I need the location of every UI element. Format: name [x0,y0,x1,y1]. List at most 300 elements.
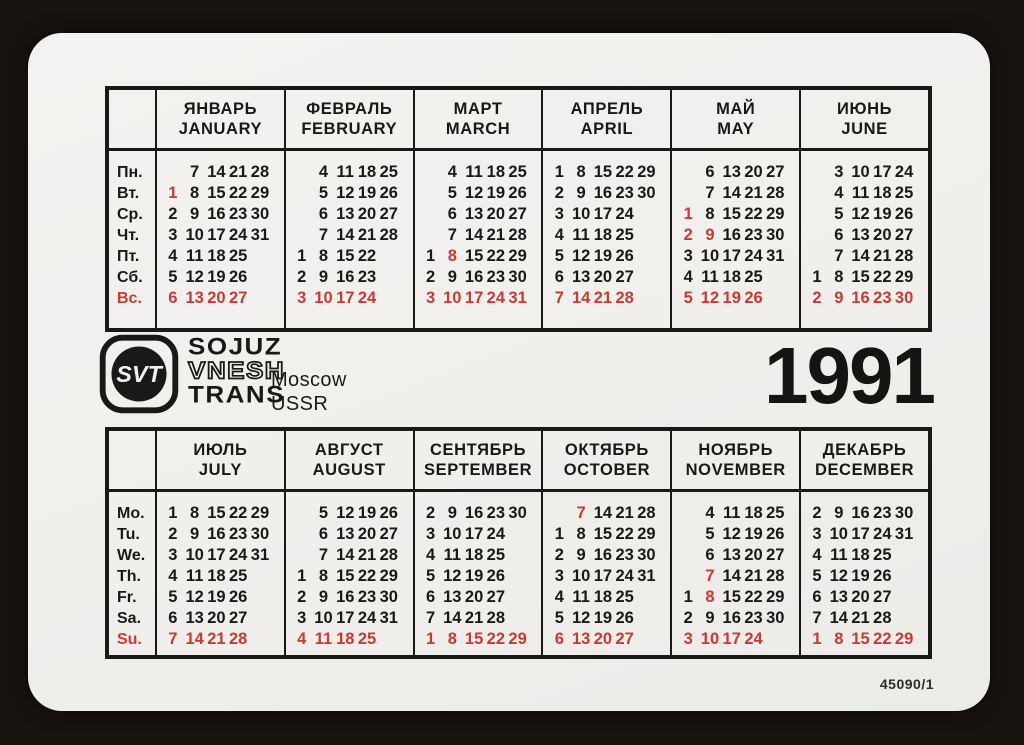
date-cell: 3 [683,247,693,265]
date-cell: 16 [722,609,741,627]
date-cell: 29 [379,567,398,585]
date-cell: 31 [894,525,914,543]
date-cell: 4 [683,268,693,286]
date-cell [806,246,828,267]
location-block [271,368,347,416]
date-cell: 30 [637,184,656,202]
date-cell: 11 [723,504,741,522]
month-dates [543,492,670,655]
date-cell: 13 [722,546,741,564]
date-cell: 23 [486,504,506,522]
date-cell [420,225,442,246]
date-cell: 15 [722,588,741,606]
date-cell: 17 [722,630,741,648]
month-column-july [155,431,284,655]
date-cell: 24 [615,205,634,223]
date-cell: 28 [766,184,785,202]
week-row [286,566,413,587]
week-row [286,587,413,608]
date-cell: 6 [168,609,178,627]
date-cell [636,288,658,309]
corner-header-cell [109,90,155,151]
date-cell [507,545,529,566]
week-row [415,524,542,545]
date-cell: 22 [357,567,377,585]
date-cell [249,587,271,608]
date-cell: 18 [207,567,226,585]
date-cell: 7 [168,630,178,648]
date-cell: 21 [357,226,377,244]
date-cell: 15 [464,630,484,648]
date-cell: 9 [705,226,715,244]
date-cell: 17 [464,289,484,307]
date-cell: 24 [357,289,377,307]
date-cell: 16 [464,268,484,286]
date-cell [507,566,529,587]
month-column-december [799,431,928,655]
date-cell: 28 [379,546,398,564]
company-line-2: VNESH [188,356,286,384]
week-row [801,566,928,587]
week-row [415,566,542,587]
date-cell: 28 [873,609,892,627]
week-row [415,225,542,246]
date-cell [291,183,313,204]
date-cell: 14 [722,567,741,585]
date-cell: 2 [297,268,307,286]
week-row [672,162,799,183]
week-row [157,629,284,650]
date-cell: 7 [705,567,715,585]
day-label: Пт. [117,248,140,265]
date-cell: 3 [425,289,436,307]
month-name-en: APRIL [580,120,634,138]
date-cell: 28 [486,609,506,627]
week-row [543,183,670,204]
date-cell [893,608,915,629]
date-cell: 19 [207,268,226,286]
date-cell: 25 [508,163,527,181]
week-row [286,162,413,183]
week-row [801,204,928,225]
date-cell: 11 [465,163,483,181]
week-row [415,288,542,309]
date-cell [291,503,313,524]
date-cell: 6 [834,226,844,244]
date-cell: 27 [615,268,634,286]
date-cell [548,503,570,524]
date-cell [507,608,529,629]
date-cell: 19 [207,588,226,606]
date-cell: 18 [207,247,226,265]
date-cell: 12 [185,268,204,286]
date-cell: 19 [744,525,763,543]
date-cell: 25 [229,567,248,585]
date-cell: 29 [894,268,914,286]
week-row [286,524,413,545]
date-cell: 2 [554,184,564,202]
date-cell [764,288,786,309]
week-row [672,524,799,545]
date-cell: 28 [894,247,914,265]
date-cell: 2 [425,268,436,286]
date-cell: 8 [705,205,715,223]
week-row [415,204,542,225]
date-cell: 21 [593,289,613,307]
date-cell: 10 [185,226,204,244]
date-cell: 24 [873,525,892,543]
year-label: 1991 [764,331,934,420]
day-label-list [109,151,155,328]
week-row [157,288,284,309]
date-cell: 27 [766,546,785,564]
date-cell: 11 [185,567,204,585]
date-cell [636,225,658,246]
date-cell: 18 [593,588,613,606]
week-row [415,162,542,183]
date-cell: 30 [766,609,785,627]
date-cell: 6 [447,205,457,223]
date-cell [249,566,271,587]
day-label: We. [117,547,146,564]
date-cell: 5 [683,289,693,307]
date-cell: 13 [464,205,484,223]
date-cell: 8 [834,630,844,648]
bottom-calendar-table [105,427,932,659]
date-cell: 10 [700,630,720,648]
date-cell: 15 [593,525,613,543]
date-cell [249,288,271,309]
date-cell: 26 [486,567,506,585]
company-line-3: TRANS [188,380,286,408]
day-label-column [109,90,155,328]
date-cell: 26 [508,184,527,202]
date-cell: 29 [637,525,656,543]
month-name-ru: ЯНВАРЬ [183,100,258,118]
date-cell: 7 [318,226,329,244]
date-cell [806,204,828,225]
month-dates [672,492,799,655]
date-cell: 26 [873,567,892,585]
date-cell: 6 [812,588,822,606]
week-row [157,524,284,545]
date-cell: 16 [593,546,613,564]
month-column-october [541,431,670,655]
date-cell: 25 [873,546,892,564]
week-row [286,545,413,566]
month-column-march [413,90,542,328]
print-code: 45090/1 [879,676,934,692]
date-cell: 10 [443,525,462,543]
date-cell: 3 [425,525,436,543]
date-cell [507,587,529,608]
date-cell: 19 [464,567,484,585]
date-cell: 11 [314,630,333,648]
month-name-ru: МАЙ [716,100,756,118]
date-cell: 19 [357,504,377,522]
date-cell: 25 [357,630,377,648]
date-cell: 14 [207,163,226,181]
week-row [415,267,542,288]
date-cell [249,246,271,267]
date-cell: 4 [554,226,564,244]
date-cell: 5 [812,567,822,585]
date-cell: 5 [318,184,329,202]
date-cell: 16 [851,504,870,522]
date-cell: 3 [297,609,307,627]
date-cell: 24 [894,163,914,181]
date-cell: 27 [615,630,634,648]
week-row [801,587,928,608]
date-cell: 9 [576,546,586,564]
date-cell [764,267,786,288]
date-cell: 15 [207,504,226,522]
date-cell: 24 [615,567,634,585]
date-cell: 31 [766,247,785,265]
date-cell: 27 [766,163,785,181]
date-cell: 19 [873,205,892,223]
date-cell: 8 [190,184,200,202]
week-row [672,608,799,629]
date-cell: 12 [829,567,848,585]
date-cell [677,524,699,545]
day-label: Su. [117,631,142,648]
week-row [801,629,928,650]
week-row [543,267,670,288]
date-cell: 6 [705,163,715,181]
week-row [543,587,670,608]
date-cell: 12 [336,184,355,202]
date-cell: 15 [851,630,870,648]
date-cell: 13 [722,163,741,181]
date-cell: 27 [894,226,914,244]
week-row [415,587,542,608]
date-cell: 27 [229,289,248,307]
date-cell: 5 [554,247,564,265]
month-header [801,431,928,492]
date-cell: 21 [207,630,226,648]
month-name-en: AUGUST [312,461,386,479]
month-dates [543,151,670,328]
date-cell: 2 [297,588,307,606]
date-cell: 17 [851,525,870,543]
date-cell: 16 [207,205,226,223]
date-cell [677,503,699,524]
week-row [672,503,799,524]
date-cell: 20 [207,609,226,627]
date-cell: 25 [615,588,634,606]
date-cell: 27 [379,205,398,223]
date-cell: 8 [447,247,457,265]
date-cell: 28 [229,630,248,648]
month-column-april [541,90,670,328]
date-cell: 6 [554,268,564,286]
month-header [543,90,670,151]
date-cell: 27 [508,205,527,223]
date-cell: 23 [229,205,248,223]
date-cell: 9 [834,289,844,307]
date-cell: 22 [486,630,506,648]
date-cell: 31 [508,289,527,307]
date-cell: 7 [190,163,200,181]
date-cell: 13 [851,226,870,244]
week-row [286,204,413,225]
date-cell: 6 [168,289,178,307]
month-name-en: MARCH [445,120,511,138]
day-label: Пн. [117,164,143,181]
date-cell: 23 [744,226,763,244]
month-column-january [155,90,284,328]
date-cell: 20 [357,205,377,223]
date-cell: 29 [766,205,785,223]
week-row [543,162,670,183]
month-name-en: MAY [717,120,755,138]
date-cell: 16 [207,525,226,543]
date-cell [636,587,658,608]
date-cell: 16 [464,504,484,522]
date-cell: 18 [744,504,763,522]
date-cell [636,629,658,650]
date-cell: 14 [593,504,613,522]
date-cell: 12 [700,289,720,307]
date-cell: 4 [812,546,822,564]
date-cell: 20 [873,226,892,244]
week-row [672,225,799,246]
date-cell: 11 [701,268,719,286]
date-cell: 9 [318,268,329,286]
date-cell [249,267,271,288]
date-cell: 12 [722,525,741,543]
week-row [415,629,542,650]
date-cell: 26 [744,289,763,307]
month-dates [801,151,928,328]
month-header [415,90,542,151]
date-cell: 10 [829,525,848,543]
date-cell [806,183,828,204]
week-row [543,629,670,650]
date-cell: 15 [722,205,741,223]
day-label: Mo. [117,505,145,522]
date-cell: 10 [571,205,591,223]
date-cell: 29 [250,184,270,202]
date-cell: 14 [185,630,204,648]
date-cell: 17 [464,525,484,543]
date-cell: 16 [722,226,741,244]
date-cell: 15 [851,268,870,286]
date-cell: 11 [443,546,462,564]
date-cell: 3 [297,289,307,307]
date-cell: 7 [705,184,715,202]
date-cell: 14 [571,289,591,307]
date-cell: 29 [637,163,656,181]
date-cell: 23 [873,289,892,307]
week-row [801,503,928,524]
date-cell [249,608,271,629]
date-cell: 13 [571,630,591,648]
week-row [543,545,670,566]
month-header [672,431,799,492]
date-cell: 18 [873,184,892,202]
date-cell: 17 [593,205,613,223]
date-cell [420,162,442,183]
date-cell: 28 [766,567,785,585]
date-cell: 23 [873,504,892,522]
date-cell: 17 [207,546,226,564]
week-row [286,246,413,267]
date-cell: 22 [615,525,634,543]
date-cell: 19 [357,184,377,202]
week-row [157,162,284,183]
location-country: USSR [271,393,329,415]
date-cell [162,162,184,183]
month-name-ru: ИЮНЬ [837,100,893,118]
date-cell: 16 [336,588,355,606]
week-row [672,629,799,650]
date-cell: 30 [250,205,270,223]
date-cell: 26 [379,504,398,522]
date-cell [636,267,658,288]
date-cell: 4 [447,163,457,181]
week-row [157,204,284,225]
date-cell: 17 [722,247,741,265]
date-cell: 9 [447,504,457,522]
day-label: Sa. [117,610,142,627]
date-cell: 26 [615,247,634,265]
month-name-ru: ДЕКАБРЬ [822,441,907,459]
date-cell: 12 [336,504,355,522]
date-cell: 15 [464,247,484,265]
svt-logo-icon [98,333,180,415]
date-cell: 20 [744,546,763,564]
month-dates [286,151,413,328]
month-name-ru: ИЮЛЬ [193,441,248,459]
company-line-1: SOJUZ [188,332,283,360]
week-row [672,545,799,566]
day-label: Вс. [117,290,142,307]
date-cell: 15 [336,567,355,585]
date-cell [636,608,658,629]
date-cell [893,545,915,566]
date-cell: 23 [357,268,377,286]
date-cell [291,204,313,225]
day-label: Сб. [117,269,143,286]
month-column-november [670,431,799,655]
date-cell: 19 [593,609,613,627]
date-cell: 31 [637,567,656,585]
day-label: Ср. [117,206,143,223]
week-row [801,183,928,204]
date-cell: 4 [168,247,178,265]
week-row [286,225,413,246]
date-cell: 21 [464,609,484,627]
date-cell: 6 [705,546,715,564]
date-cell: 7 [425,609,436,627]
month-dates [157,492,284,655]
date-cell: 1 [554,163,564,181]
date-cell: 8 [576,525,586,543]
month-name-en: SEPTEMBER [424,461,533,479]
date-cell: 3 [812,525,822,543]
date-cell: 29 [250,504,270,522]
week-row [672,246,799,267]
date-cell: 11 [572,588,590,606]
date-cell: 22 [229,184,248,202]
month-dates [415,492,542,655]
week-row [157,566,284,587]
date-cell: 9 [318,588,329,606]
date-cell: 24 [744,630,763,648]
date-cell: 4 [554,588,564,606]
